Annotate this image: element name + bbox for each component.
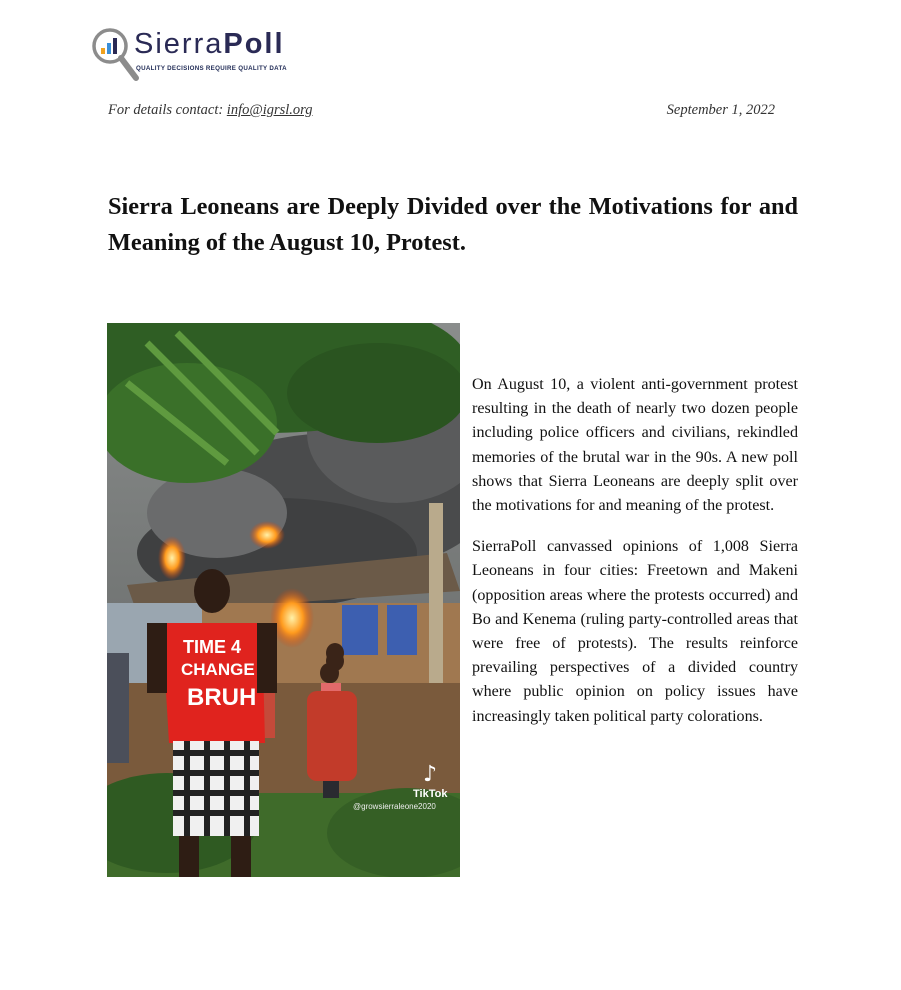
- protest-photo: [107, 323, 460, 877]
- tiktok-watermark: TikTok: [413, 788, 448, 800]
- shirt-text-1: TIME 4: [183, 637, 242, 657]
- shirt-text-2: CHANGE: [181, 660, 255, 679]
- contact-label: For details contact:: [108, 102, 227, 118]
- contact-email-link[interactable]: info@igrsl.org: [226, 102, 313, 118]
- contact-line: [108, 102, 313, 119]
- sierrapoll-logo: [90, 26, 320, 88]
- shirt-text-3: BRUH: [187, 684, 257, 711]
- article-headline: Sierra Leoneans are Deeply Divided over the Motivations for and Meaning of the August 10, Protest.: [108, 193, 798, 256]
- brand-name: SierraPoll: [134, 28, 285, 60]
- brand-tagline: QUALITY DECISIONS REQUIRE QUALITY DATA: [136, 65, 287, 72]
- tiktok-icon: ♪: [423, 762, 438, 787]
- body-paragraph-2: SierraPoll canvassed opinions of 1,008 Sierra Leoneans in four cities: Freetown and Makeni (opposition areas where the protests occurred) and Bo and Kenema (ruling party-controlled areas that were free of protests). The results reinforce prevailing perspectives of a divided country where public opinion on policy issues have increasingly taken political party colorations.: [472, 538, 798, 725]
- body-paragraph-1: On August 10, a violent anti-government protest resulting in the death of nearly two dozen people including police officers and civilians, rekindled memories of the brutal war in the 90s. A new poll shows that Sierra Leoneans are deeply split over the motivations for and meaning of the protest.: [472, 376, 798, 515]
- article-body: [472, 373, 798, 746]
- tiktok-handle: @growsierraleone2020: [353, 802, 436, 811]
- publication-date: September 1, 2022: [666, 102, 775, 118]
